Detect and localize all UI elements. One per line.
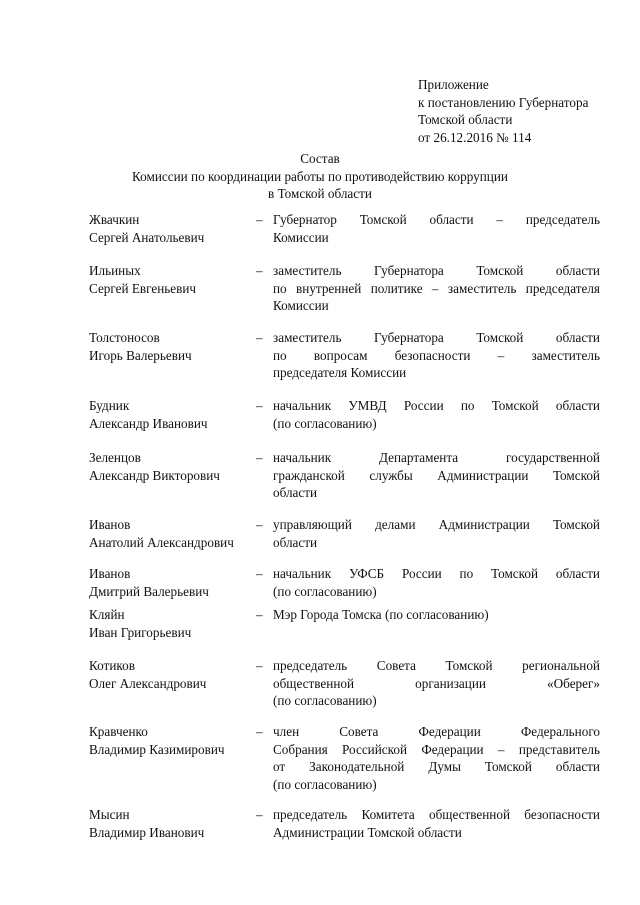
member-surname: Ильиных	[89, 263, 141, 278]
member-name	[89, 516, 259, 551]
member-role-line: от Законодательной Думы Томской области	[273, 759, 600, 774]
member-name	[89, 397, 259, 432]
member-role-line: по внутренней политике – заместитель председателя	[273, 280, 600, 296]
member-role	[273, 565, 600, 600]
member-role-line: области	[273, 534, 318, 550]
member-dash: –	[256, 398, 263, 413]
member-given-name: Александр Иванович	[89, 415, 208, 431]
member-role-line: начальник УМВД России по Томской области	[273, 398, 600, 413]
member-surname: Котиков	[89, 658, 135, 673]
member-given-name: Игорь Валерьевич	[89, 347, 192, 363]
member-role-line: заместитель Губернатора Томской области	[273, 263, 600, 278]
member-dash: –	[256, 724, 263, 739]
member-name	[89, 449, 259, 484]
member-surname: Кляйн	[89, 607, 125, 622]
member-role	[273, 397, 600, 432]
member-role-line: общественной организации «Оберег»	[273, 675, 600, 691]
member-role	[273, 516, 600, 551]
member-role-line: председатель Совета Томской региональной	[273, 658, 600, 673]
member-role-line: заместитель Губернатора Томской области	[273, 330, 600, 345]
member-dash: –	[256, 607, 263, 622]
member-dash: –	[256, 807, 263, 822]
member-role	[273, 806, 600, 841]
member-surname: Жвачкин	[89, 212, 140, 227]
member-name	[89, 211, 259, 246]
title-line: Комиссии по координации работы по противодействию коррупции	[132, 168, 508, 184]
member-given-name: Анатолий Александрович	[89, 534, 234, 550]
member-role-line: Губернатор Томской области – председатель	[273, 212, 600, 227]
member-dash: –	[256, 517, 263, 532]
member-surname: Зеленцов	[89, 450, 141, 465]
member-role-line: Собрания Российской Федерации – представитель	[273, 741, 600, 757]
appendix-line: Томской области	[418, 112, 513, 127]
member-role-line: гражданской службы Администрации Томской	[273, 467, 600, 483]
member-dash: –	[256, 263, 263, 278]
member-role-line: по вопросам безопасности – заместитель	[273, 347, 600, 363]
member-role-line: председатель Комитета общественной безопасности	[273, 807, 600, 822]
member-role-line: (по согласованию)	[273, 776, 377, 792]
member-role-line: управляющий делами Администрации Томской	[273, 517, 600, 532]
title-line: Состав	[300, 151, 340, 166]
member-role-line: начальник УФСБ России по Томской области	[273, 566, 600, 581]
document-title	[0, 150, 640, 203]
member-role	[273, 329, 600, 382]
member-surname: Толстоносов	[89, 330, 160, 345]
member-role-line: области	[273, 485, 318, 500]
appendix-line: Приложение	[418, 77, 489, 92]
member-role-line: Администрации Томской области	[273, 824, 462, 840]
member-role-line: (по согласованию)	[273, 693, 377, 708]
member-role	[273, 606, 600, 624]
member-role-line: член Совета Федерации Федерального	[273, 724, 600, 739]
member-name	[89, 723, 259, 758]
member-name	[89, 565, 259, 600]
member-role-line: (по согласованию)	[273, 415, 377, 431]
member-dash: –	[256, 566, 263, 581]
member-role-line: Комиссии	[273, 229, 329, 245]
member-given-name: Александр Викторович	[89, 467, 220, 483]
appendix-line: к постановлению Губернатора	[418, 94, 589, 110]
member-role	[273, 723, 600, 793]
member-dash: –	[256, 330, 263, 345]
member-role	[273, 262, 600, 315]
member-name	[89, 329, 259, 364]
appendix-block	[418, 76, 628, 146]
member-role	[273, 449, 600, 502]
member-given-name: Дмитрий Валерьевич	[89, 583, 209, 599]
member-role-line: Мэр Города Томска (по согласованию)	[273, 607, 489, 622]
member-role	[273, 211, 600, 246]
member-role-line: председателя Комиссии	[273, 365, 407, 380]
member-role-line: (по согласованию)	[273, 583, 377, 599]
member-name	[89, 806, 259, 841]
member-dash: –	[256, 212, 263, 227]
member-name	[89, 262, 259, 297]
title-line: в Томской области	[268, 186, 372, 201]
member-given-name: Иван Григорьевич	[89, 624, 192, 640]
member-given-name: Сергей Анатольевич	[89, 229, 205, 245]
member-role-line: начальник Департамента государственной	[273, 450, 600, 465]
member-name	[89, 606, 259, 641]
member-role-line: Комиссии	[273, 298, 329, 313]
member-surname: Кравченко	[89, 724, 148, 739]
member-given-name: Олег Александрович	[89, 675, 207, 691]
member-role	[273, 657, 600, 710]
member-given-name: Сергей Евгеньевич	[89, 280, 197, 296]
member-given-name: Владимир Иванович	[89, 824, 205, 840]
member-surname: Будник	[89, 398, 130, 413]
member-given-name: Владимир Казимирович	[89, 741, 225, 757]
member-surname: Иванов	[89, 517, 131, 532]
member-name	[89, 657, 259, 692]
member-surname: Мысин	[89, 807, 130, 822]
member-dash: –	[256, 658, 263, 673]
member-surname: Иванов	[89, 566, 131, 581]
member-dash: –	[256, 450, 263, 465]
appendix-line: от 26.12.2016 № 114	[418, 129, 532, 145]
